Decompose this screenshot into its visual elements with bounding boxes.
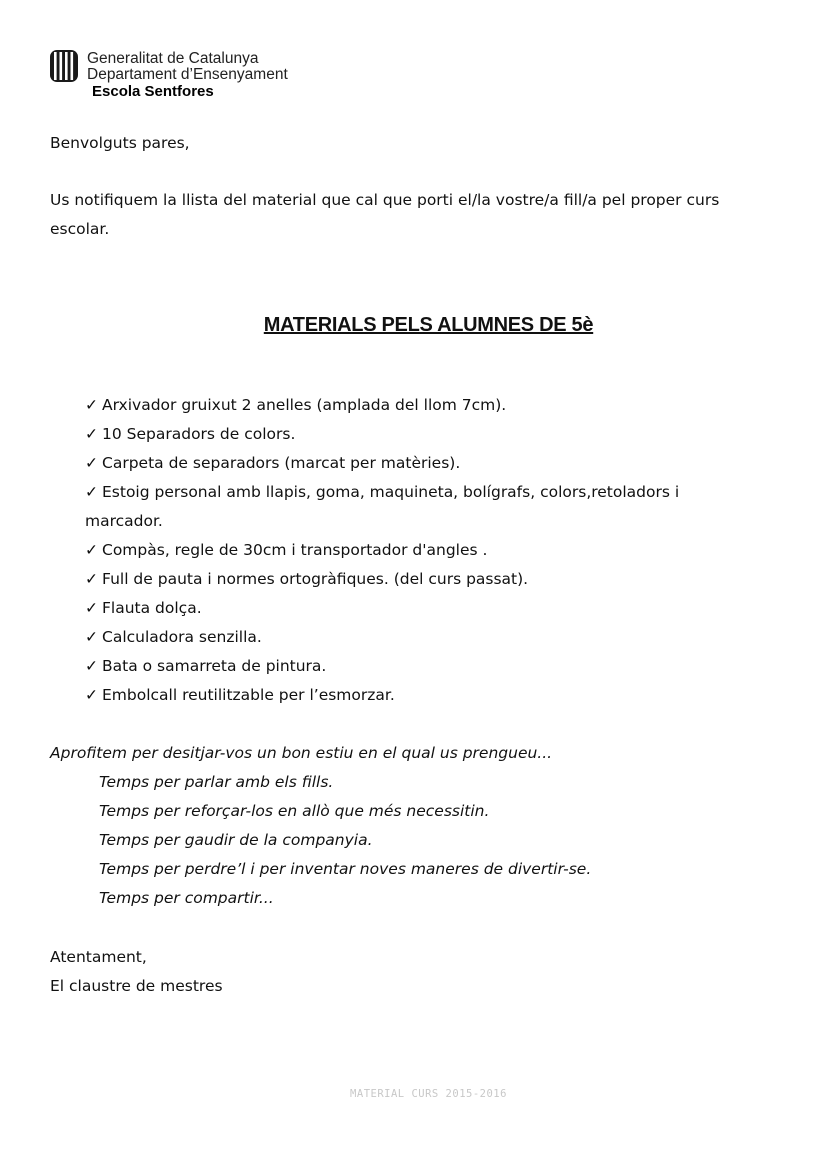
list-item <box>85 536 745 565</box>
closing-line: Temps per compartir... <box>99 889 274 907</box>
list-item <box>85 449 745 478</box>
greeting: Benvolguts pares, <box>50 134 190 152</box>
item-text: Compàs, regle de 30cm i transportador d'angles . <box>102 541 488 559</box>
signoff: Atentament, <box>50 948 147 966</box>
list-item <box>85 652 745 681</box>
checkmark-icon: ✓ <box>85 425 98 443</box>
catalan-flag-stripes-icon <box>50 50 78 82</box>
item-text: Calculadora senzilla. <box>102 628 262 646</box>
item-text: Flauta dolça. <box>102 599 202 617</box>
closing-line: Temps per gaudir de la companyia. <box>99 831 373 849</box>
item-text: Embolcall reutilitzable per l’esmorzar. <box>102 686 395 704</box>
checkmark-icon: ✓ <box>85 570 98 588</box>
item-text: Bata o samarreta de pintura. <box>102 657 327 675</box>
checkmark-icon: ✓ <box>85 396 98 414</box>
checkmark-icon: ✓ <box>85 454 98 472</box>
institution-name: Generalitat de Catalunya <box>87 50 259 67</box>
item-text: Arxivador gruixut 2 anelles (amplada del llom 7cm). <box>102 396 507 414</box>
school-name: Escola Sentfores <box>92 83 214 100</box>
signature: El claustre de mestres <box>50 977 223 995</box>
list-item <box>85 565 745 594</box>
closing-line: Temps per reforçar-los en allò que més necessitin. <box>99 802 490 820</box>
list-item <box>85 594 745 623</box>
item-text: Full de pauta i normes ortogràfiques. (del curs passat). <box>102 570 529 588</box>
list-item <box>85 420 745 449</box>
checkmark-icon: ✓ <box>85 686 98 704</box>
list-item <box>85 623 745 652</box>
closing-wishes <box>50 739 591 913</box>
item-text: Carpeta de separadors (marcat per matèries). <box>102 454 461 472</box>
closing-line: Temps per parlar amb els fills. <box>99 773 334 791</box>
checkmark-icon: ✓ <box>85 657 98 675</box>
materials-list <box>85 391 745 710</box>
closing-intro: Aprofitem per desitjar-vos un bon estiu en el qual us prengueu... <box>50 744 553 762</box>
list-item <box>85 391 745 420</box>
signoff-block <box>50 943 223 1001</box>
item-text: Estoig personal amb llapis, goma, maquineta, bolígrafs, colors,retoladors i marcador. <box>85 483 680 530</box>
page-title: MATERIALS PELS ALUMNES DE 5è <box>263 314 594 336</box>
item-text: 10 Separadors de colors. <box>102 425 296 443</box>
list-item <box>85 681 745 710</box>
checkmark-icon: ✓ <box>85 599 98 617</box>
department-name: Departament d’Ensenyament <box>87 66 288 83</box>
list-item <box>85 478 745 536</box>
checkmark-icon: ✓ <box>85 628 98 646</box>
notice-paragraph: Us notifiquem la llista del material que cal que porti el/la vostre/a fill/a pel proper curs escolar. <box>50 191 720 238</box>
checkmark-icon: ✓ <box>85 541 98 559</box>
footer-text: MATERIAL CURS 2015-2016 <box>350 1088 507 1100</box>
closing-line: Temps per perdre’l i per inventar noves maneres de divertir-se. <box>99 860 592 878</box>
checkmark-icon: ✓ <box>85 483 98 501</box>
